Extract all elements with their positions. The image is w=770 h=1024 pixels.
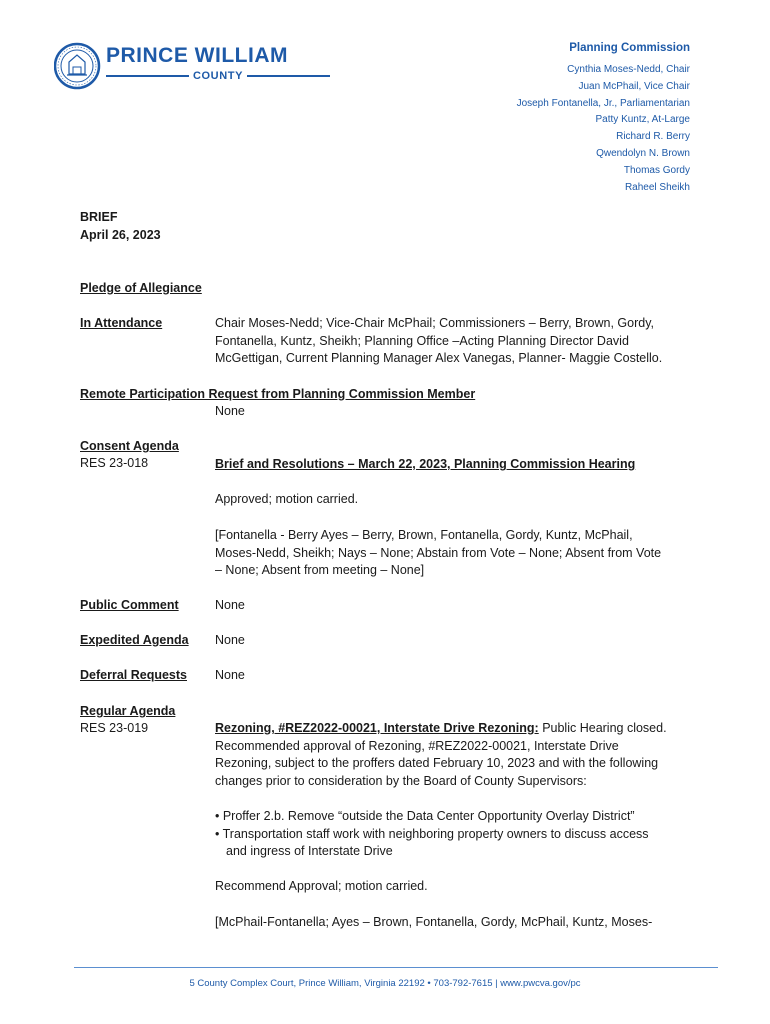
regular-heading: Regular Agenda: [80, 704, 176, 718]
logo-subtitle: [106, 69, 330, 83]
regular-item-line: changes prior to consideration by the Board of County Supervisors:: [215, 773, 587, 788]
member-name: Joseph Fontanella, Jr., Parliamentarian: [516, 97, 690, 109]
condition-item: • Transportation staff work with neighboring property owners to discuss access: [215, 826, 649, 841]
vote-line: Moses-Nedd, Sheikh; Nays – None; Abstain from Vote – None; Absent from Vote: [215, 545, 662, 560]
logo-rule-left: [106, 75, 189, 77]
consent-res: RES 23-018: [80, 456, 149, 470]
regular-item-title: Rezoning, #REZ2022-00021, Interstate Drive Rezoning:: [215, 721, 539, 735]
vote-line: – None; Absent from meeting – None]: [215, 563, 425, 577]
deferral-value: None: [215, 668, 245, 682]
condition-list: [215, 808, 690, 861]
remote-value: None: [215, 404, 245, 418]
member-name: Qwendolyn N. Brown: [596, 147, 690, 159]
member-name: Raheel Sheikh: [624, 181, 690, 193]
member-name: Patty Kuntz, At-Large: [595, 114, 690, 126]
attendance-line: McGettigan, Current Planning Manager Alex Vanegas, Planner- Maggie Costello.: [215, 351, 663, 365]
logo-title: PRINCE WILLIAM: [106, 44, 288, 67]
doc-type: BRIEF: [80, 210, 118, 224]
member-name: Juan McPhail, Vice Chair: [578, 80, 690, 92]
remote-heading: Remote Participation Request from Planning Commission Member: [80, 387, 476, 401]
county-seal-icon: [54, 40, 102, 92]
expedited-heading: Expedited Agenda: [80, 633, 189, 647]
condition-item: • Proffer 2.b. Remove “outside the Data Center Opportunity Overlay District”: [215, 809, 635, 823]
attendance-line: Fontanella, Kuntz, Sheikh; Planning Office –Acting Planning Director David: [215, 333, 629, 348]
regular-result: Recommend Approval; motion carried.: [215, 879, 428, 893]
vote-line: [Fontanella - Berry Ayes – Berry, Brown, Fontanella, Gordy, Kuntz, McPhail,: [215, 528, 633, 542]
regular-item-line: Rezoning, subject to the proffers dated February 10, 2023 and with the following: [215, 756, 659, 770]
expedited-value: None: [215, 633, 245, 647]
public-heading: Public Comment: [80, 598, 179, 612]
logo-rule-right: [247, 75, 330, 77]
regular-item: [215, 720, 690, 790]
doc-date: April 26, 2023: [80, 228, 161, 242]
regular-vote: [McPhail-Fontanella; Ayes – Brown, Fontanella, Gordy, McPhail, Kuntz, Moses-: [215, 915, 653, 929]
pledge-heading: Pledge of Allegiance: [80, 281, 202, 295]
footer-address: 5 County Complex Court, Prince William, Virginia 22192 • 703-792-7615 | www.pwcva.gov/pc: [189, 978, 581, 989]
attendance-text: [215, 315, 690, 368]
consent-vote: [215, 527, 690, 580]
attendance-heading: In Attendance: [80, 316, 163, 330]
commission-roster: [517, 40, 690, 196]
member-name: Richard R. Berry: [616, 131, 690, 143]
member-name: Thomas Gordy: [623, 164, 690, 176]
regular-item-lead: Public Hearing closed.: [538, 721, 667, 735]
consent-result: Approved; motion carried.: [215, 492, 359, 506]
public-value: None: [215, 598, 245, 612]
member-name: Cynthia Moses-Nedd, Chair: [567, 64, 690, 75]
condition-item-continued: and ingress of Interstate Drive: [226, 844, 393, 858]
consent-heading: Consent Agenda: [80, 439, 179, 453]
consent-item: Brief and Resolutions – March 22, 2023, Planning Commission Hearing: [215, 457, 636, 471]
logo-subtitle-text: COUNTY: [192, 70, 244, 82]
deferral-heading: Deferral Requests: [80, 668, 187, 682]
regular-item-line: Recommended approval of Rezoning, #REZ2022-00021, Interstate Drive: [215, 738, 619, 753]
commission-title: Planning Commission: [569, 42, 690, 54]
attendance-line: Chair Moses-Nedd; Vice-Chair McPhail; Commissioners – Berry, Brown, Gordy,: [215, 316, 655, 330]
regular-res: RES 23-019: [80, 721, 149, 735]
regular-item-heading: [215, 720, 690, 738]
footer-divider: [74, 967, 718, 968]
county-logo: [54, 40, 294, 96]
